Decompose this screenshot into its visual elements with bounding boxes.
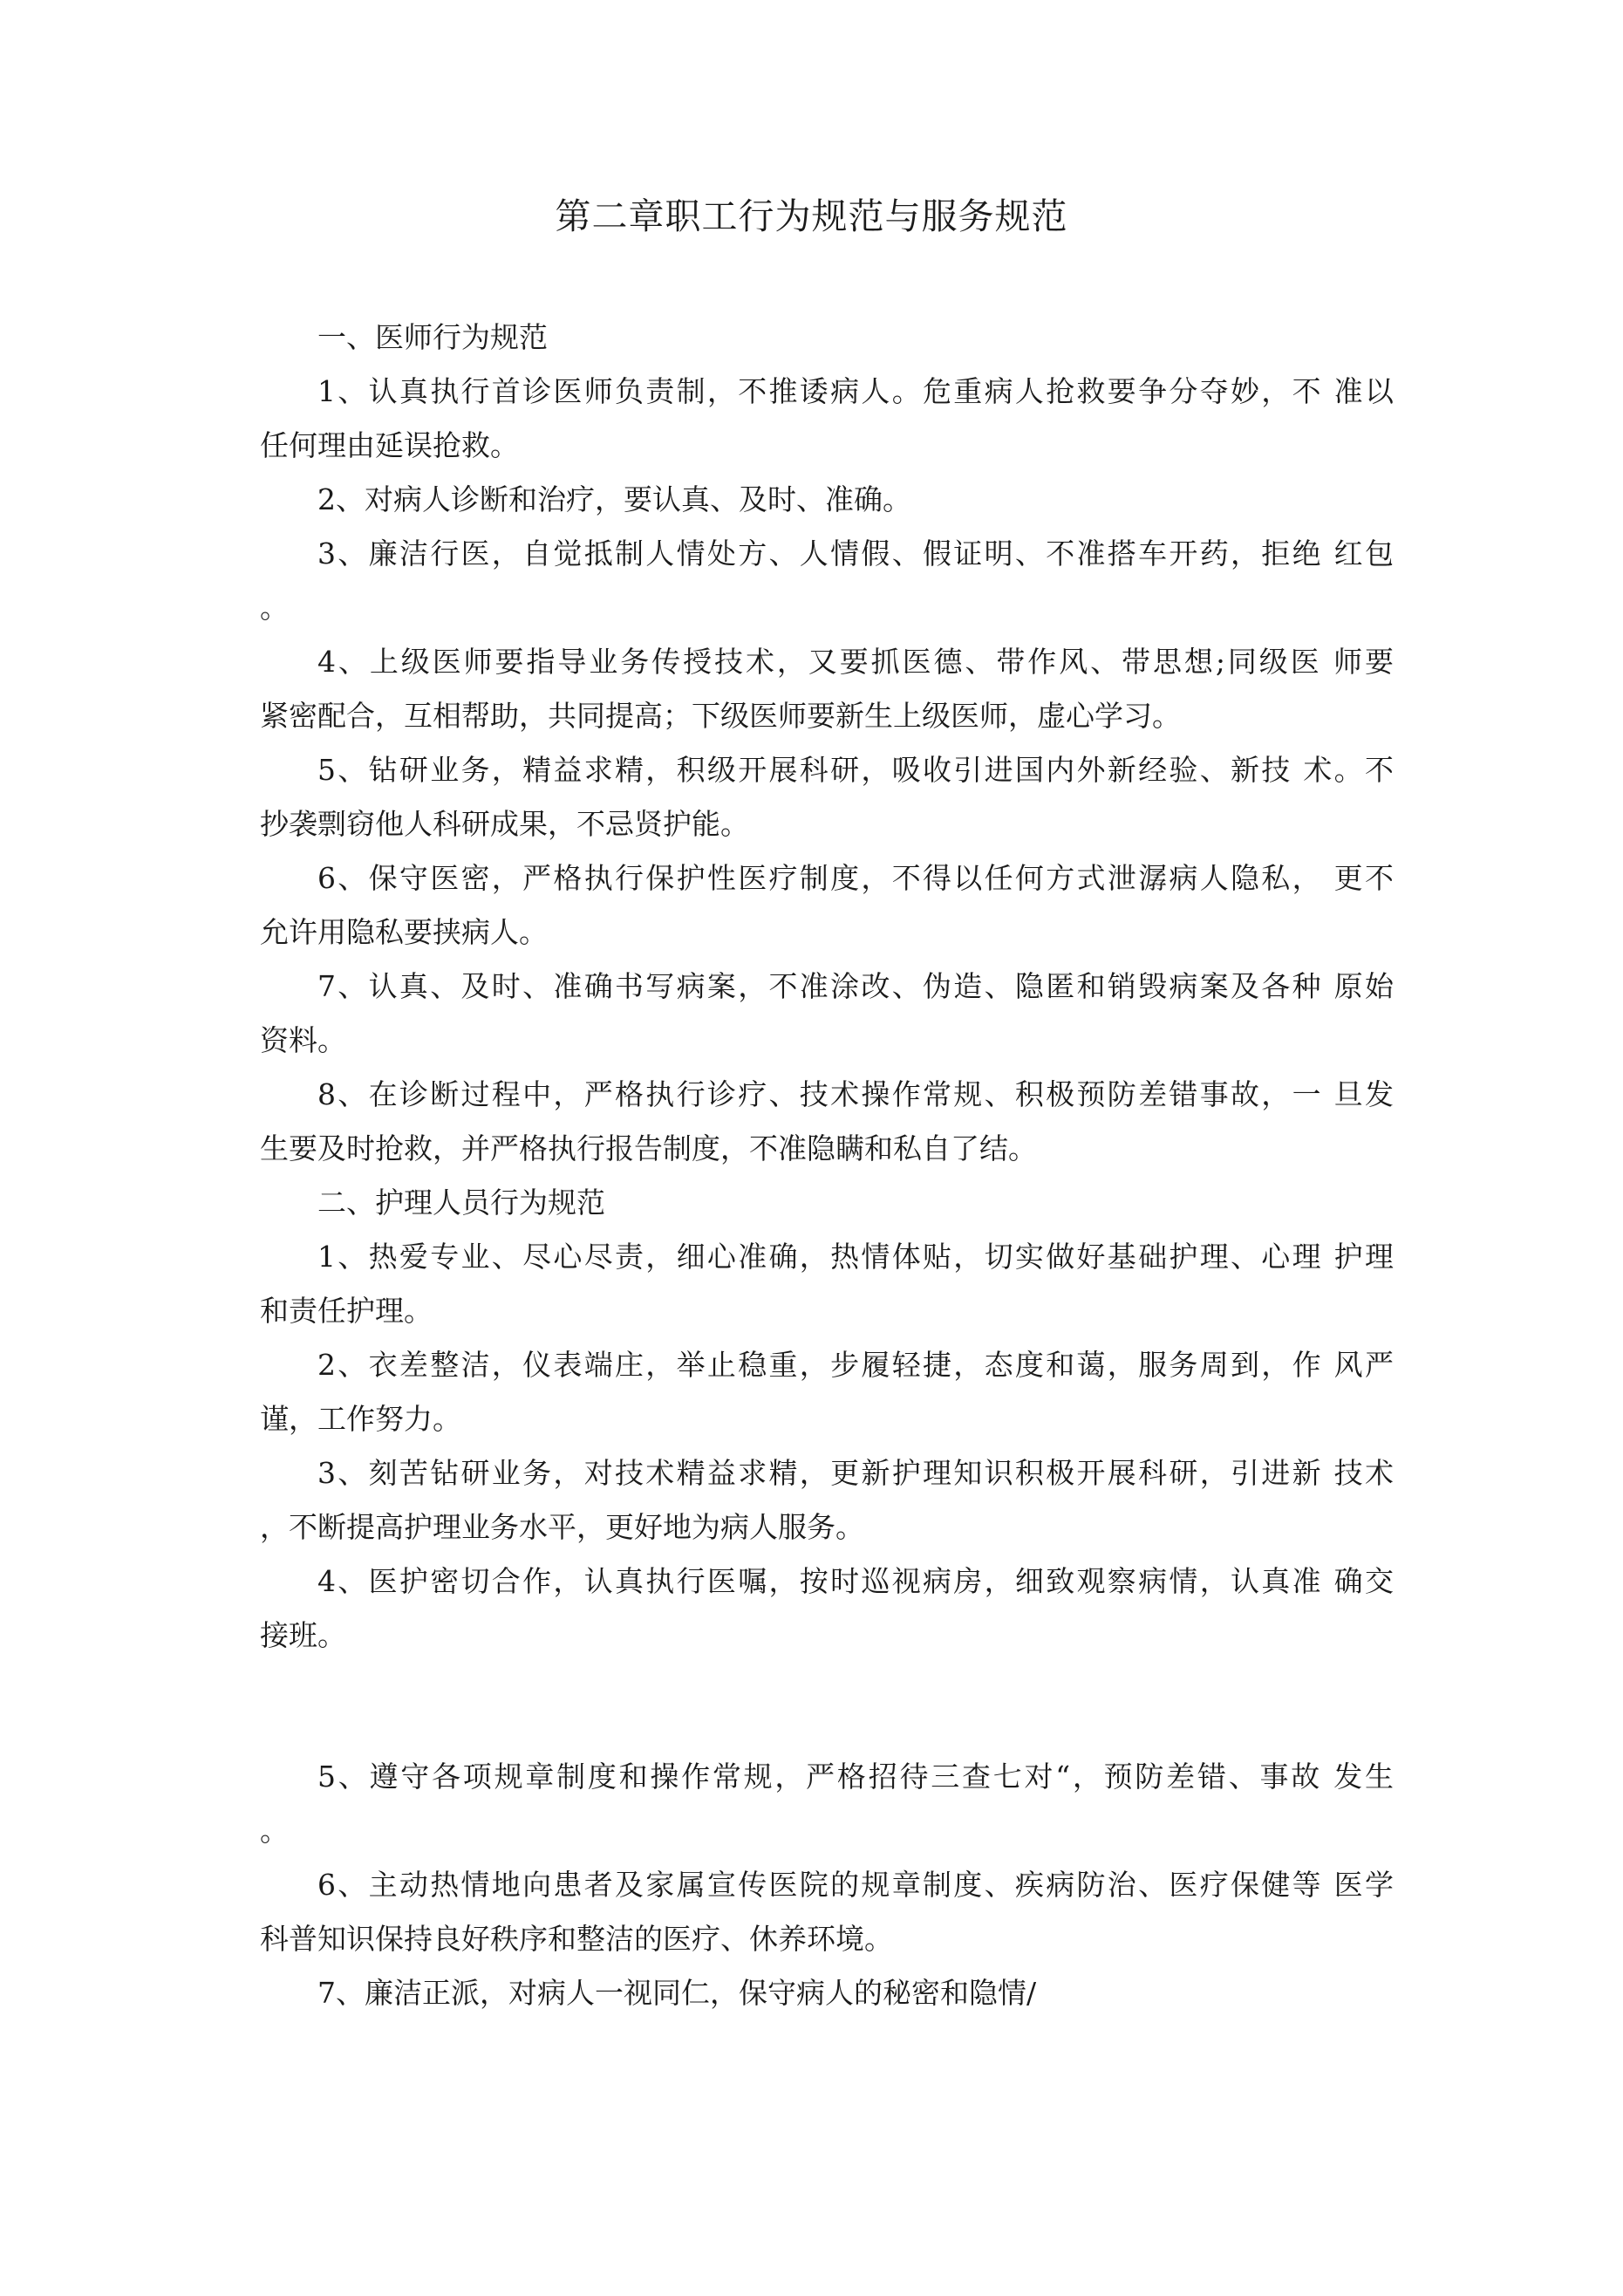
paragraph-line: 2、对病人诊断和治疗，要认真、及时、准确。 bbox=[317, 482, 911, 516]
paragraph-line: 紧密配合，互相帮助，共同提高；下级医师要新生上级医师，虚心学习。 bbox=[260, 699, 1181, 733]
paragraph-line: 科普知识保持良好秩序和整洁的医疗、休养环境。 bbox=[260, 1922, 893, 1956]
paragraph bbox=[260, 1068, 1394, 1176]
paragraph bbox=[260, 851, 1394, 960]
paragraph-line: 允许用隐私要挟病人。 bbox=[260, 915, 548, 949]
paragraph bbox=[260, 1446, 1394, 1555]
paragraph-line: 接班。 bbox=[260, 1618, 346, 1652]
paragraph bbox=[260, 311, 1394, 365]
paragraph-line: 任何理由延误抢救。 bbox=[260, 428, 519, 462]
paragraph bbox=[260, 1555, 1394, 1663]
document-body bbox=[260, 311, 1394, 2020]
paragraph-line: 资料。 bbox=[260, 1023, 346, 1057]
paragraph-line: 谨，工作努力。 bbox=[260, 1402, 461, 1436]
paragraph-line: 5、钻研业务，精益求精，积级开展科研，吸收引进国内外新经验、新技 术。不 bbox=[317, 753, 1394, 787]
paragraph-line: 1、认真执行首诊医师负责制，不推诿病人。危重病人抢救要争分夺妙，不 准以 bbox=[317, 374, 1394, 408]
paragraph-line: 抄袭剽窃他人科研成果，不忌贤护能。 bbox=[260, 807, 749, 841]
paragraph-line: 一、医师行为规范 bbox=[317, 320, 548, 354]
paragraph-line: 7、认真、及时、准确书写病案，不准涂改、伪造、隐匿和销毁病案及各种 原始 bbox=[317, 969, 1394, 1003]
paragraph bbox=[260, 635, 1394, 743]
paragraph-line: 二、护理人员行为规范 bbox=[317, 1186, 605, 1220]
paragraph-line: 。 bbox=[260, 591, 289, 625]
paragraph-line: ，不断提高护理业务水平，更好地为病人服务。 bbox=[260, 1510, 864, 1544]
paragraph bbox=[260, 473, 1394, 527]
paragraph-line: 生要及时抢救，并严格执行报告制度，不准隐瞒和私自了结。 bbox=[260, 1131, 1037, 1165]
paragraph-line: 5、遵守各项规章制度和操作常规，严格招待三查七对“，预防差错、事故 发生 bbox=[317, 1760, 1394, 1794]
paragraph-line: 8、在诊断过程中，严格执行诊疗、技术操作常规、积极预防差错事故，一 旦发 bbox=[317, 1077, 1394, 1111]
paragraph-line: 。 bbox=[260, 1814, 289, 1848]
paragraph-line: 6、保守医密，严格执行保护性医疗制度，不得以任何方式泄潺病人隐私， 更不 bbox=[317, 861, 1394, 895]
paragraph bbox=[260, 743, 1394, 851]
paragraph bbox=[260, 527, 1394, 635]
paragraph bbox=[260, 1230, 1394, 1338]
paragraph-line: 3、廉洁行医，自觉抵制人情处方、人情假、假证明、不准搭车开药，拒绝 红包 bbox=[317, 536, 1394, 571]
paragraph-line: 6、主动热情地向患者及家属宣传医院的规章制度、疾病防治、医疗保健等 医学 bbox=[317, 1868, 1394, 1902]
paragraph bbox=[260, 365, 1394, 473]
paragraph-line: 2、衣差整洁，仪表端庄，举止稳重，步履轻捷，态度和蔼，服务周到，作 风严 bbox=[317, 1348, 1394, 1382]
paragraph bbox=[260, 1176, 1394, 1230]
paragraph bbox=[260, 1750, 1394, 1858]
paragraph bbox=[260, 960, 1394, 1068]
paragraph-line: 和责任护理。 bbox=[260, 1294, 433, 1328]
paragraph-line: 1、热爱专业、尽心尽责，细心准确，热情体贴，切实做好基础护理、心理 护理 bbox=[317, 1240, 1394, 1274]
paragraph-line: 4、医护密切合作，认真执行医嘱，按时巡视病房，细致观察病情，认真准 确交 bbox=[317, 1564, 1394, 1598]
paragraph-line: 7、廉洁正派，对病人一视同仁，保守病人的秘密和隐情/ bbox=[317, 1976, 1037, 2010]
paragraph-line: 4、上级医师要指导业务传授技术，又要抓医德、带作风、带思想;同级医 师要 bbox=[317, 645, 1394, 679]
page-title: 第二章职工行为规范与服务规范 bbox=[555, 195, 1068, 237]
paragraph bbox=[260, 1858, 1394, 1966]
paragraph bbox=[260, 1966, 1394, 2020]
paragraph bbox=[260, 1338, 1394, 1446]
paragraph-line: 3、刻苦钻研业务，对技术精益求精，更新护理知识积极开展科研，引进新 技术 bbox=[317, 1456, 1394, 1490]
